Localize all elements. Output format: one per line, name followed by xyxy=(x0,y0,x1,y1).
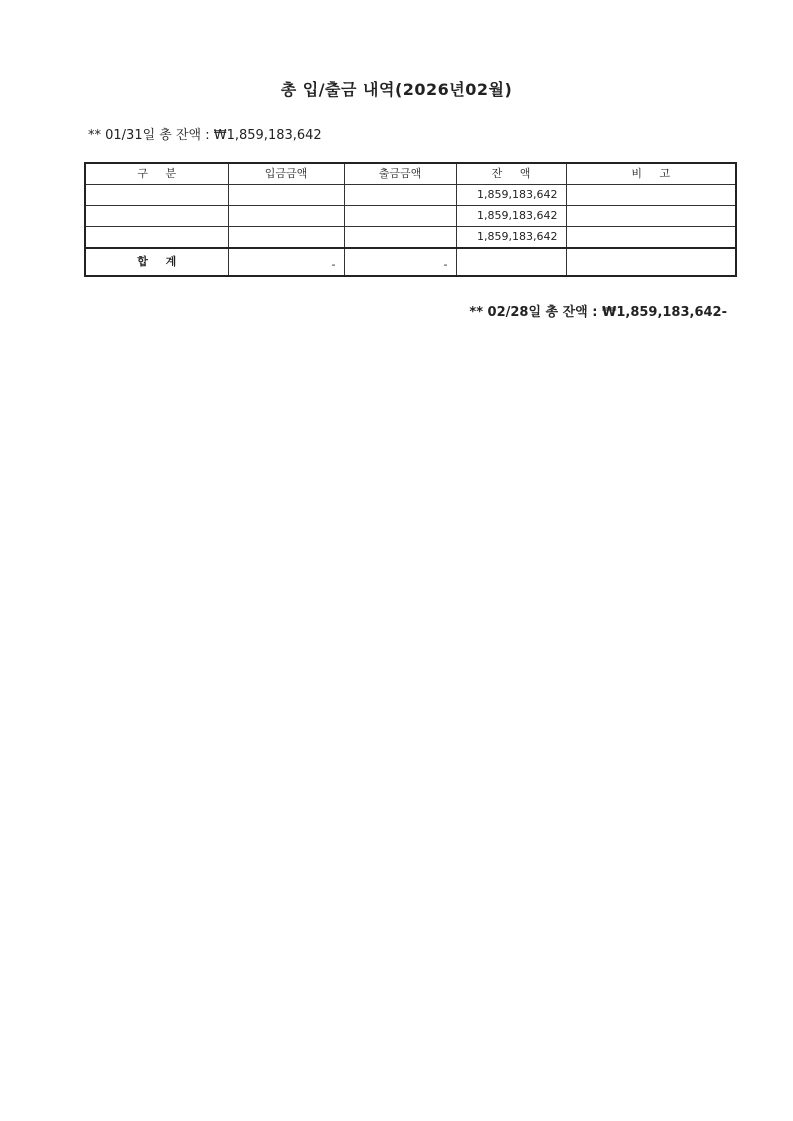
cell-note xyxy=(566,227,736,249)
cell-withdrawal xyxy=(344,227,456,249)
total-withdrawal: - xyxy=(344,248,456,276)
table-row xyxy=(85,206,736,227)
cell-deposit xyxy=(228,185,344,206)
header-category: 구 분 xyxy=(85,163,228,185)
header-note: 비 고 xyxy=(566,163,736,185)
header-withdrawal: 출금금액 xyxy=(344,163,456,185)
header-balance: 잔 액 xyxy=(456,163,566,185)
total-row xyxy=(85,248,736,276)
table-header-row xyxy=(85,163,736,185)
total-deposit: - xyxy=(228,248,344,276)
cell-deposit xyxy=(228,206,344,227)
cell-category xyxy=(85,185,228,206)
cell-balance: 1,859,183,642 xyxy=(456,185,566,206)
table-row xyxy=(85,227,736,249)
cell-category xyxy=(85,206,228,227)
cell-balance: 1,859,183,642 xyxy=(456,227,566,249)
document-title: 총 입/출금 내역(2026년02월) xyxy=(280,80,513,99)
cell-category xyxy=(85,227,228,249)
total-note xyxy=(566,248,736,276)
total-balance xyxy=(456,248,566,276)
opening-balance: ** 01/31일 총 잔액 : ₩1,859,183,642 xyxy=(88,128,322,143)
table-row xyxy=(85,185,736,206)
cell-note xyxy=(566,206,736,227)
cell-balance: 1,859,183,642 xyxy=(456,206,566,227)
cell-note xyxy=(566,185,736,206)
cell-withdrawal xyxy=(344,185,456,206)
total-label: 합 계 xyxy=(85,248,228,276)
transaction-table xyxy=(84,162,737,277)
cell-deposit xyxy=(228,227,344,249)
cell-withdrawal xyxy=(344,206,456,227)
header-deposit: 입금금액 xyxy=(228,163,344,185)
closing-balance: ** 02/28일 총 잔액 : ₩1,859,183,642- xyxy=(469,305,727,320)
